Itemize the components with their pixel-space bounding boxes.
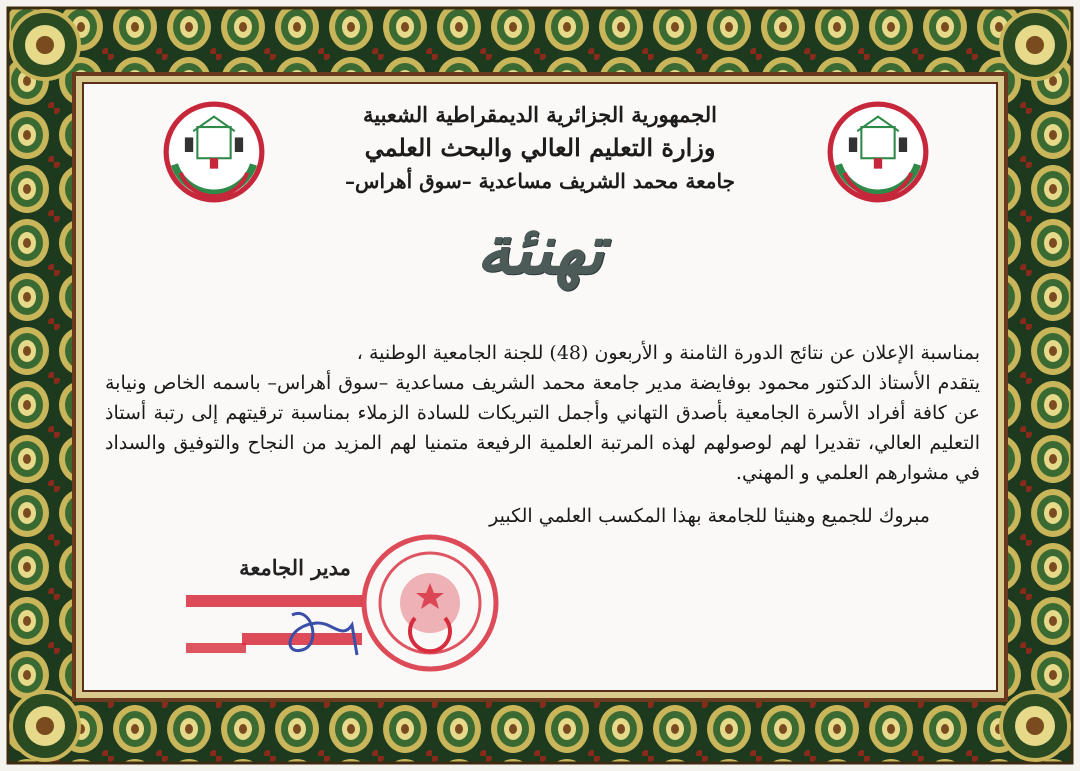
page-title: تهنئة xyxy=(476,210,604,290)
announcement-body xyxy=(105,338,980,488)
corner-medallion-bottom-right xyxy=(1001,692,1069,760)
official-seal xyxy=(345,528,515,678)
republic-name: الجمهورية الجزائرية الديمقراطية الشعبية xyxy=(362,102,717,127)
closing-line: مبروك للجميع وهنيئا للجامعة بهذا المكسب العلمي الكبير xyxy=(489,505,930,527)
letterhead xyxy=(0,100,1080,196)
university-name: جامعة محمد الشريف مساعدية –سوق أهراس– xyxy=(345,169,735,193)
corner-medallion-bottom-left xyxy=(11,692,79,760)
signer-title: مدير الجامعة xyxy=(239,555,351,580)
announcement-intro: بمناسبة الإعلان عن نتائج الدورة الثامنة و الأربعون (48) للجنة الجامعية الوطنية ، xyxy=(356,342,980,364)
announcement-main: يتقدم الأستاذ الدكتور محمود بوفايضة مدير جامعة محمد الشريف مساعدية –سوق أهراس– باسمه الخاص ونيابة عن كافة أفراد الأسرة الجامعية بأصدق التهاني وأجمل التبريكات للسادة الزملاء بمناسبة ترقيتهم إلى رتبة أستاذ التعليم العالي، تقديرا لهم لوصولهم لهذه المرتبة العلمية الرفيعة متمنيا لهم المزيد من النجاح والتوفيق والسداد في مشوارهم العلمي و المهني. xyxy=(105,372,980,484)
corner-medallion-top-right xyxy=(1001,11,1069,79)
ministry-name: وزارة التعليم العالي والبحث العلمي xyxy=(364,133,716,162)
corner-medallion-top-left xyxy=(11,11,79,79)
